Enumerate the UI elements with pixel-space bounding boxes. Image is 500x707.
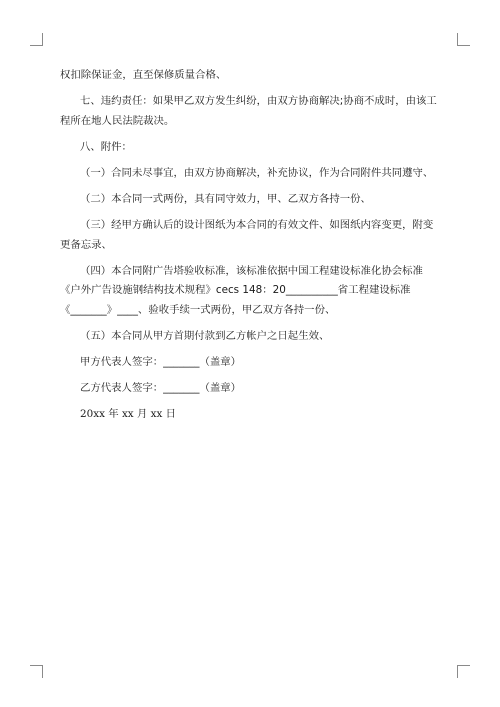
- paragraph-attachment-4: （四）本合同附广告塔验收标准，该标准依据中国工程建设标准化协会标准《户外广告设施钢结构技术规程》cecs 148：20__________省工程建设标准《_______》____、验收手续一式两份，甲乙双方各持一份、: [60, 264, 423, 316]
- crop-mark-top-left: [30, 33, 43, 46]
- paragraph-attachments-heading: 八、附件：: [80, 140, 132, 153]
- paragraph-continuation: 权扣除保证金，直至保修质量合格、: [60, 69, 227, 81]
- paragraph-attachment-2: （二）本合同一式两份，具有同守效力，甲、乙双方各持一份、: [80, 192, 371, 205]
- party-b-signature-line: 乙方代表人签字：_______（盖章）: [80, 382, 242, 395]
- document-body: [60, 66, 442, 435]
- document-date: 20xx 年 xx 月 xx 日: [80, 408, 177, 421]
- paragraph-attachment-5: （五）本合同从甲方首期付款到乙方帐户之日起生效、: [80, 330, 330, 343]
- crop-mark-top-right: [457, 33, 470, 46]
- paragraph-breach-liability: 七、违约责任：如果甲乙双方发生纠纷，由双方协商解决;协商不成时，由该工程所在地人民法院裁决。: [60, 95, 437, 127]
- paragraph-attachment-3: （三）经甲方确认后的设计图纸为本合同的有效文件、如图纸内容变更，附变更备忘录、: [60, 219, 434, 251]
- crop-mark-bottom-left: [30, 665, 43, 678]
- paragraph-attachment-1: （一）合同未尽事宜，由双方协商解决，补充协议，作为合同附件共同遵守、: [80, 166, 434, 179]
- crop-mark-bottom-right: [457, 665, 470, 678]
- party-a-signature-line: 甲方代表人签字：_______（盖章）: [80, 356, 242, 369]
